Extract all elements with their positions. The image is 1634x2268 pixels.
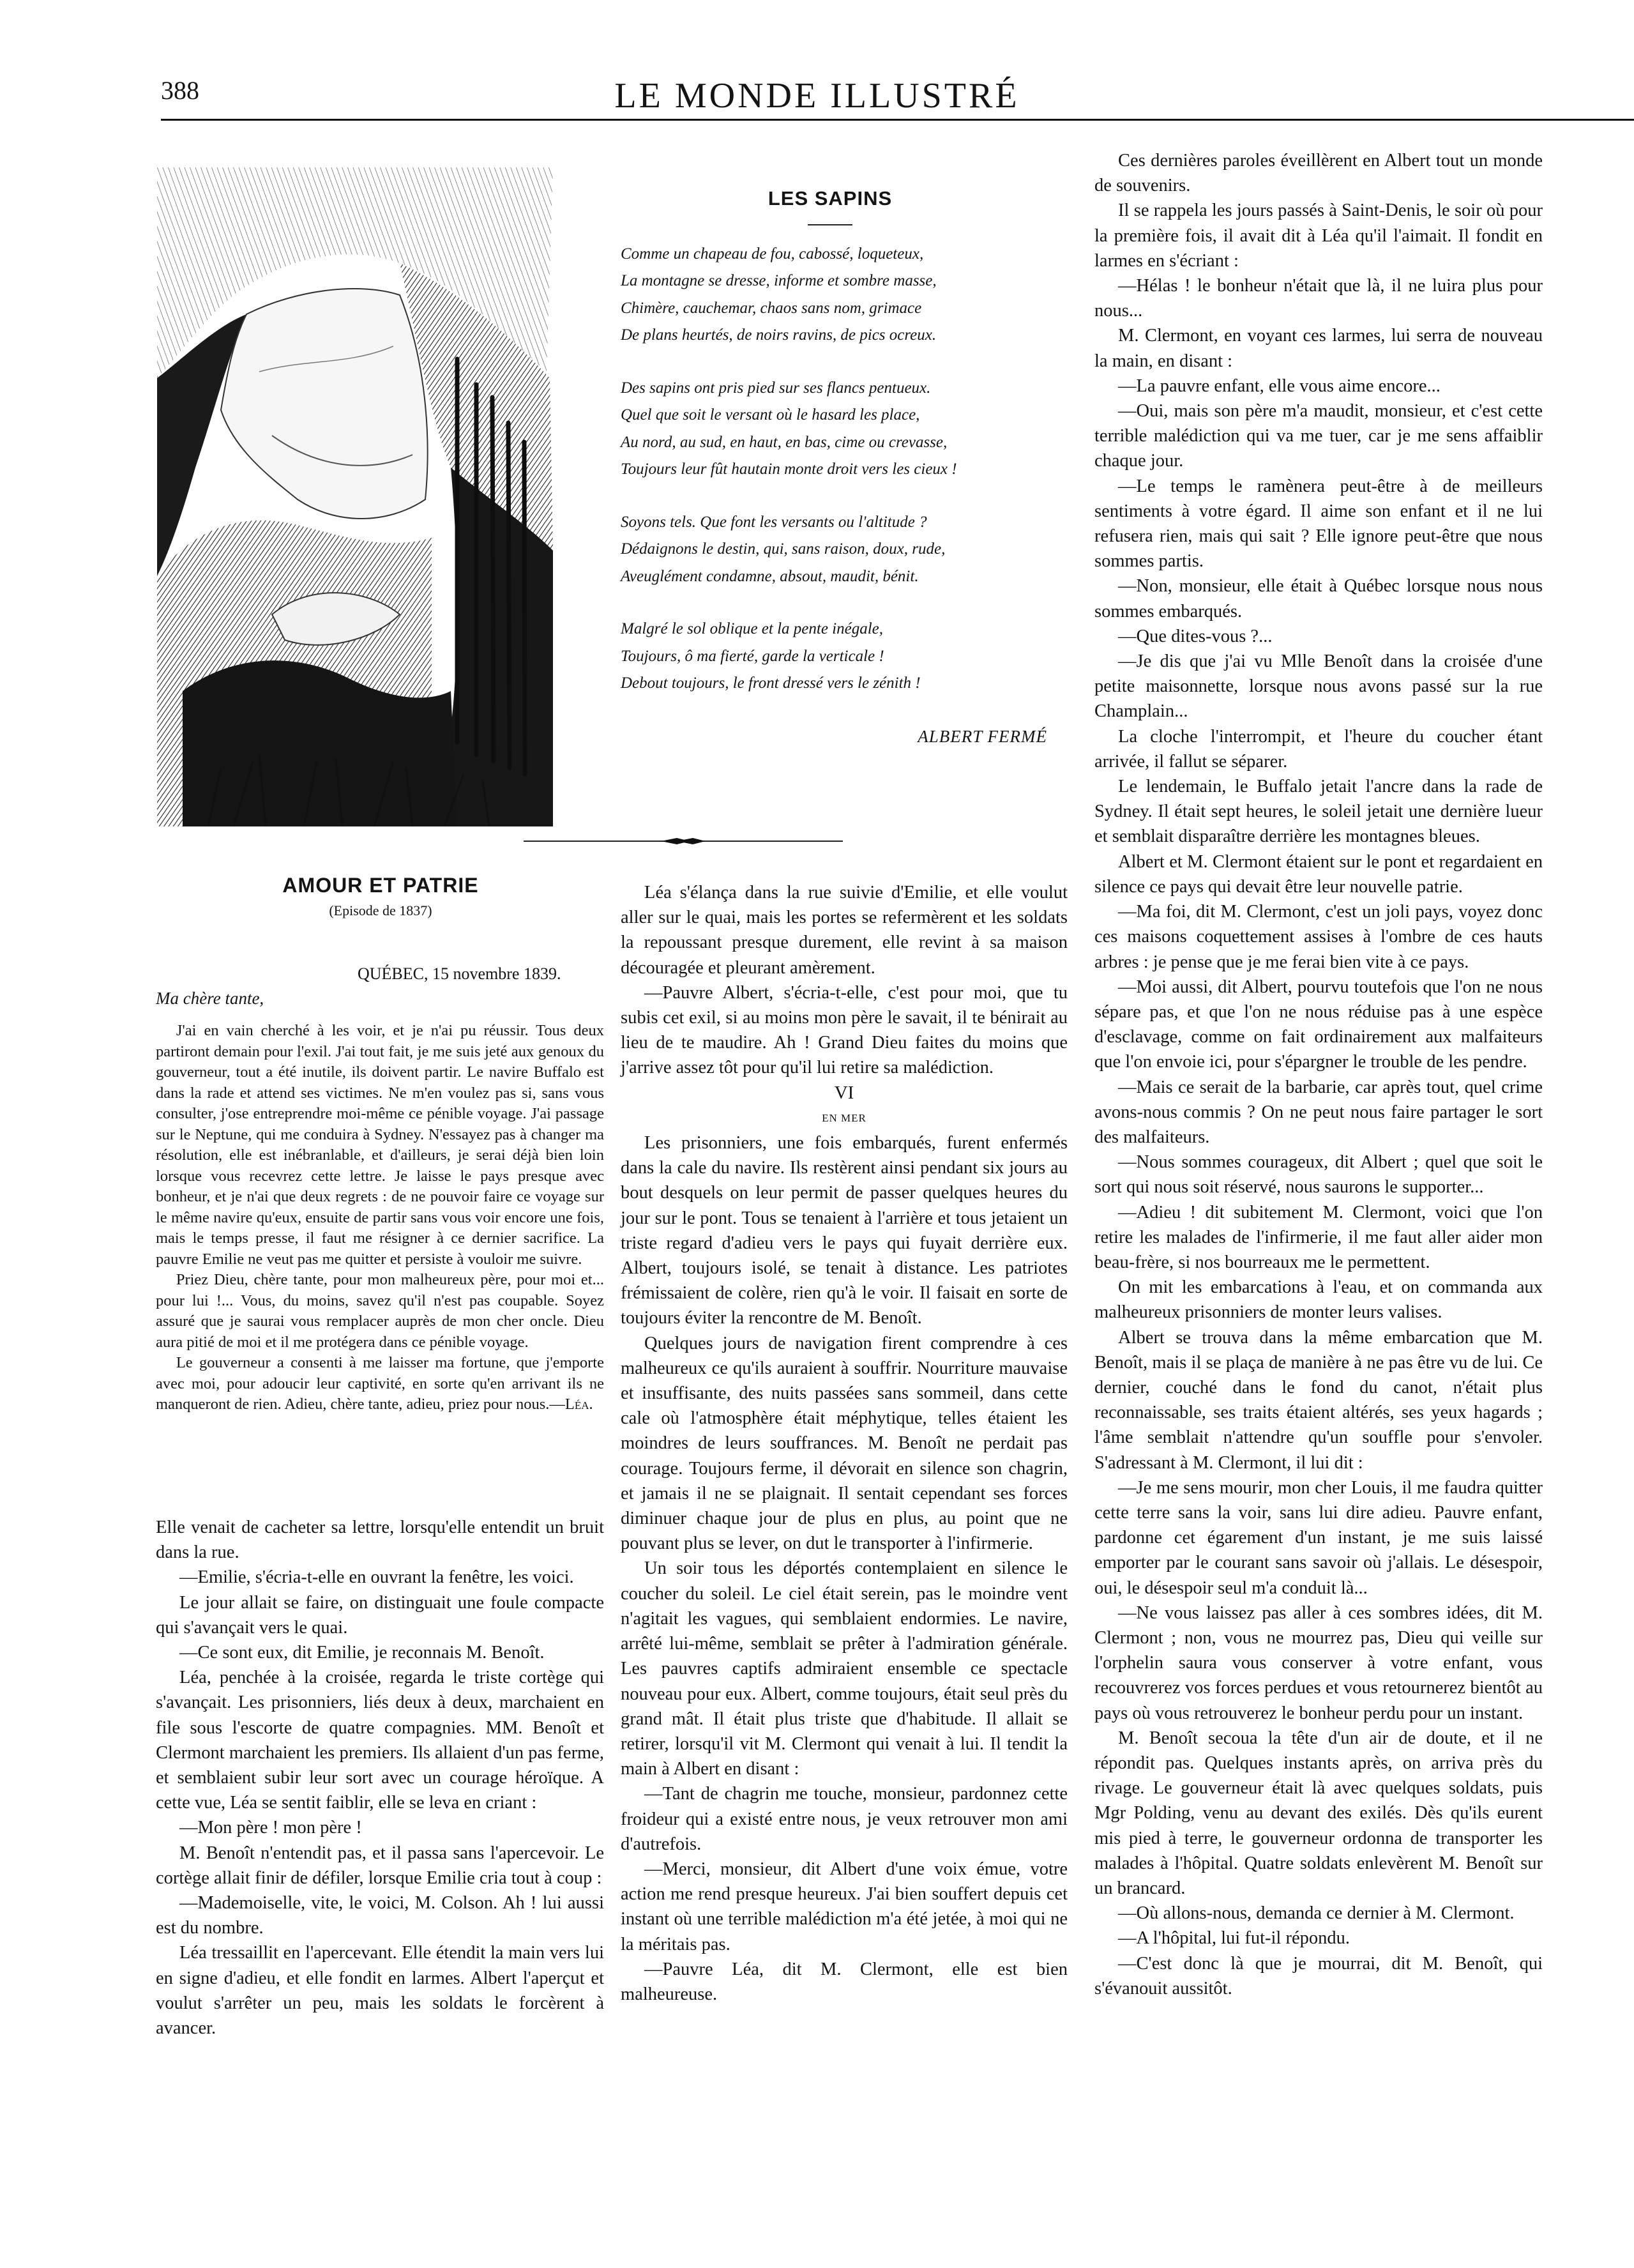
poem-line: La montagne se dresse, informe et sombre masse, <box>621 272 937 289</box>
paragraph: On mit les embarcations à l'eau, et on commanda aux malheureux prisonniers de monter leurs valises. <box>1094 1277 1543 1323</box>
paragraph: —A l'hôpital, lui fut-il répondu. <box>1118 1928 1350 1949</box>
paragraph: —Ce sont eux, dit Emilie, je reconnais M. Benoît. <box>179 1643 545 1663</box>
paragraph: —Mademoiselle, vite, le voici, M. Colson. Ah ! lui aussi est du nombre. <box>156 1893 604 1938</box>
poem-line: Aveuglément condamne, absout, maudit, bénit. <box>621 567 919 585</box>
poem-stanza <box>621 375 1047 483</box>
page-number: 388 <box>161 76 199 105</box>
column-3-text <box>1094 148 1543 2001</box>
paragraph: Le jour allait se faire, on distinguait une foule compacte qui s'avançait vers le quai. <box>156 1592 604 1638</box>
paragraph: —Merci, monsieur, dit Albert d'une voix émue, votre action me rend presque heureux. J'ai bien souffert depuis cet instant où une terrible malédiction m'a été jetée, à moi qui ne la méritais pas. <box>621 1859 1068 1954</box>
story-title: AMOUR ET PATRIE <box>282 874 479 897</box>
paragraph: Ces dernières paroles éveillèrent en Albert tout un monde de souvenirs. <box>1094 151 1543 196</box>
paragraph: —Non, monsieur, elle était à Québec lorsque nous nous sommes embarqués. <box>1094 576 1543 621</box>
paragraph: —Ne vous laissez pas aller à ces sombres idées, dit M. Clermont ; non, vous ne mourrez pas, Dieu qui veille sur l'orphelin saura vous conserver à votre enfant, vous recouvrerez vos forces perdues et vous retournerez bientôt au pays où vous retrouverez le bonheur perdu pour un instant. <box>1094 1602 1543 1723</box>
paragraph: M. Clermont, en voyant ces larmes, lui serra de nouveau la main, en disant : <box>1094 326 1543 371</box>
paragraph: M. Benoît n'entendit pas, et il passa sans l'apercevoir. Le cortège allait finir de défiler, lorsque Emilie cria tout à coup : <box>156 1843 604 1888</box>
paragraph: —C'est donc là que je mourrai, dit M. Benoît, qui s'évanouit aussitôt. <box>1094 1953 1543 1998</box>
paragraph: —Je dis que j'ai vu Mlle Benoît dans la croisée d'une petite maisonnette, lorsque nous avons passé sur la rue Champlain... <box>1094 651 1543 722</box>
paragraph: —Ma foi, dit M. Clermont, c'est un joli pays, voyez donc ces maisons coquettement assises à l'ombre de ces hauts arbres : je pense que je me ferai bien vite à ce pays. <box>1094 902 1543 972</box>
letter-body <box>156 1021 604 1415</box>
column-2-text <box>621 880 1068 2007</box>
paragraph: Il se rappela les jours passés à Saint-Denis, le soir où pour la première fois, il avait dit à Léa qu'il l'aimait. Il fondit en larmes en s'écriant : <box>1094 201 1543 271</box>
letter-paragraph <box>156 1353 604 1415</box>
masthead-title: LE MONDE ILLUSTRÉ <box>614 76 1020 116</box>
paragraph: La cloche l'interrompit, et l'heure du coucher étant arrivée, il fallut se séparer. <box>1094 726 1543 772</box>
paragraph: —Le temps le ramènera peut-être à de meilleurs sentiments à votre égard. Il aime son enfant et il ne lui refusera rien, mais qui sait ? Elle ignore peut-être que nous sommes partis. <box>1094 476 1543 572</box>
paragraph: —Tant de chagrin me touche, monsieur, pardonnez cette froideur qui a existé entre nous, je veux retrouver mon ami d'autrefois. <box>621 1784 1068 1854</box>
paragraph: —Oui, mais son père m'a maudit, monsieur, et c'est cette terrible malédiction qui va me tuer, car je me sens affaiblir chaque jour. <box>1094 401 1543 471</box>
poem-signature: ALBERT FERMÉ <box>918 726 1047 746</box>
poem-line: Quel que soit le versant où le hasard les place, <box>621 406 920 423</box>
poem-stanza <box>621 616 1047 697</box>
paragraph: —Mon père ! mon père ! <box>179 1818 362 1838</box>
story-subtitle: (Episode de 1837) <box>329 902 432 918</box>
paragraph: Léa s'élança dans la rue suivie d'Emilie, et elle voulut aller sur le quai, mais les portes se refermèrent et les soldats la repoussant presque durement, elle revint à sa maison découragée et pleurant amèrement. <box>621 883 1068 978</box>
poem-line: Dédaignons le destin, qui, sans raison, doux, rude, <box>621 540 946 558</box>
column-1-text <box>156 1515 604 2041</box>
poem-stanza <box>621 509 1047 591</box>
paragraph: —La pauvre enfant, elle vous aime encore... <box>1118 376 1441 396</box>
paragraph: —Où allons-nous, demanda ce dernier à M. Clermont. <box>1118 1903 1515 1924</box>
poem-title: LES SAPINS <box>768 187 893 209</box>
paragraph: —Je me sens mourir, mon cher Louis, il me faudra quitter cette terre sans la voir, sans lui dire adieu. Pauvre enfant, pardonne cet égarement d'un instant, je me suis laissé emporter par le courant sans savoir où j'allais. Le désespoir, oui, le désespoir seul m'a conduit là... <box>1094 1477 1543 1598</box>
paragraph: —Que dites-vous ?... <box>1118 626 1273 646</box>
paragraph: Elle venait de cacheter sa lettre, lorsqu'elle entendit un bruit dans la rue. <box>156 1518 604 1563</box>
letter-paragraph: Priez Dieu, chère tante, pour mon malheureux père, pour moi et... pour lui !... Vous, du moins, savez qu'il n'est pas coupable. Soyez assuré que je saurai vous remplacer auprès de mon cher oncle. Dieu aura pitié de moi et il me protégera dans ce pénible voyage. <box>156 1271 604 1351</box>
poem-stanza <box>621 241 1047 349</box>
paragraph: Léa, penchée à la croisée, regarda le triste cortège qui s'avançait. Les prisonniers, liés deux à deux, marchaient en file sous l'escorte de quatre compagnies. MM. Benoît et Clermont marchaient les premiers. Ils allaient d'un pas ferme, et semblaient subir leur sort avec un courage héroïque. A cette vue, Léa se sentit faiblir, elle se leva en criant : <box>156 1668 604 1813</box>
poem-line: Malgré le sol oblique et la pente inégale, <box>621 620 884 637</box>
poem-line: Chimère, cauchemar, chaos sans nom, grimace <box>621 299 922 317</box>
paragraph: —Emilie, s'écria-t-elle en ouvrant la fenêtre, les voici. <box>179 1567 574 1588</box>
story-heading <box>157 874 604 919</box>
paragraph: —Pauvre Léa, dit M. Clermont, elle est bien malheureuse. <box>621 1959 1068 2004</box>
chapter-title: EN MER <box>822 1111 866 1124</box>
poem <box>613 167 1047 750</box>
paragraph: —Hélas ! le bonheur n'était que là, il ne luira plus pour nous... <box>1094 276 1543 321</box>
header-rule <box>161 119 1634 121</box>
paragraph: M. Benoît secoua la tête d'un air de doute, et il ne répondit pas. Quelques instants après, on arriva près du rivage. Le gouverneur était là avec quelques soldats, puis Mgr Polding, venu au devant des exilés. Dès qu'ils eurent mis pied à terre, le gouverneur ordonna de transporter les malades à l'hôpital. Quatre soldats enlevèrent M. Benoît sur un brancard. <box>1094 1728 1543 1899</box>
title-divider <box>808 224 852 225</box>
poem-line: Debout toujours, le front dressé vers le zénith ! <box>621 674 921 692</box>
paragraph: Albert et M. Clermont étaient sur le pont et regardaient en silence ce pays qui devait être leur nouvelle patrie. <box>1094 851 1543 897</box>
poem-line: Soyons tels. Que font les versants ou l'altitude ? <box>621 513 927 531</box>
letter-salutation: Ma chère tante, <box>156 989 264 1008</box>
poem-line: Des sapins ont pris pied sur ses flancs pentueux. <box>621 379 931 397</box>
paragraph: Albert se trouva dans la même embarcation que M. Benoît, mais il se plaça de manière à ne pas être vu de lui. Ce dernier, couché dans le fond du canot, n'était plus reconnaissable, ses traits étaient altérés, ses yeux hagards ; l'âme semblait n'attendre qu'un souffle pour s'envoler. S'adressant à M. Clermont, il lui dit : <box>1094 1327 1543 1473</box>
letter-paragraph: J'ai en vain cherché à les voir, et je n'ai pu réussir. Tous deux partiront demain pour l'exil. J'ai tout fait, je me suis jeté aux genoux du gouverneur, tout a été inutile, ils doivent partir. Le navire Buffalo est dans la rade et attend ses victimes. Ne m'en voulez pas si, sans vous consulter, j'ose entreprendre moi-même ce pénible voyage. J'ai passage sur le Neptune, qui me conduira à Sydney. N'essayez pas à changer ma résolution, elle est inébranlable, et d'ailleurs, je serai déjà bien loin lorsque vous recevrez cette lettre. Je laisse le pays presque avec bonheur, et je n'ai que deux regrets : de ne pouvoir faire ce voyage sur le même navire qu'eux, ensuite de partir sans vous voir encore une fois, mais le temps presse, il faut me résigner à ce dernier sacrifice. La pauvre Emilie ne veut pas me quitter et persiste à vouloir me suivre. <box>156 1022 604 1268</box>
paragraph: —Adieu ! dit subitement M. Clermont, voici que l'on retire les malades de l'infirmerie, il me faut aller aider mon beau-frère, si nos bourreaux me le permettent. <box>1094 1202 1543 1272</box>
paragraph: Le lendemain, le Buffalo jetait l'ancre dans la rade de Sydney. Il était sept heures, le soleil jetait une dernière lueur et semblait disparaître derrière les montagnes bleues. <box>1094 777 1543 847</box>
poem-line: Toujours, ô ma fierté, garde la verticale ! <box>621 647 884 665</box>
paragraph: Quelques jours de navigation firent comprendre à ces malheureux ce qu'ils auraient à souffrir. Nourriture mauvaise et insuffisante, des nuits passées sans sommeil, dans cette cale où l'atmosphère était méphytique, telles étaient les moindres de leurs souffrances. M. Benoît ne perdait pas courage. Toujours ferme, il dévorait en silence son chagrin, et jamais il ne se plaignait. Il sentait cependant ses forces diminuer chaque jour de plus en plus, au point que ne pouvant plus se lever, on dut le transporter à l'infirmerie. <box>621 1333 1068 1554</box>
paragraph: —Pauvre Albert, s'écria-t-elle, c'est pour moi, que tu subis cet exil, si au moins mon père le savait, il te bénirait au lieu de te maudire. Ah ! Grand Dieu faites du moins que j'arrive assez tôt pour qu'il lui retire sa malédiction. <box>621 982 1068 1078</box>
paragraph: —Moi aussi, dit Albert, pourvu toutefois que l'on ne nous sépare pas, et que l'on ne nous réduise pas à une espèce d'esclavage, comme on fait ordinairement aux malfaiteurs que l'on envoie ici, pour s'épargner le trouble de les pendre. <box>1094 977 1543 1072</box>
poem-line: De plans heurtés, de noirs ravins, de pics ocreux. <box>621 326 937 344</box>
poem-line: Toujours leur fût hautain monte droit vers les cieux ! <box>621 460 957 478</box>
letter-signature: Léa. <box>564 1396 593 1413</box>
letter-closing: Le gouverneur a consenti à me laisser ma fortune, que j'emporte avec moi, pour adoucir leur captivité, en sorte qu'en arrivant ils ne manqueront de rien. Adieu, chère tante, adieu, priez pour nous.— <box>156 1354 604 1413</box>
poem-line: Au nord, au sud, en haut, en bas, cime ou crevasse, <box>621 433 948 451</box>
chapter-number: VI <box>834 1082 854 1103</box>
paragraph: —Nous sommes courageux, dit Albert ; quel que soit le sort qui nous soit réservé, nous saurons le supporter... <box>1094 1152 1543 1198</box>
letter-dateline: QUÉBEC, 15 novembre 1839. <box>358 964 561 983</box>
paragraph: —Mais ce serait de la barbarie, car après tout, quel crime avons-nous commis ? On ne peut nous faire partager le sort des malfaiteurs. <box>1094 1077 1543 1147</box>
engraving-illustration <box>157 167 553 826</box>
paragraph: Un soir tous les déportés contemplaient en silence le coucher du soleil. Le ciel était serein, pas le moindre vent n'agitait les vagues, qui semblaient endormies. Le navire, arrêté lui-même, semblait se prêter à l'admiration générale. Les pauvres captifs admiraient ensemble ce spectacle nouveau pour eux. Albert, comme toujours, était seul près du grand mât. Il était plus triste que d'habitude. Il allait se retirer, lorsqu'il vit M. Clermont qui venait à lui. Il tendit la main à Albert en disant : <box>621 1558 1068 1779</box>
poem-line: Comme un chapeau de fou, cabossé, loqueteux, <box>621 245 924 263</box>
paragraph: Les prisonniers, une fois embarqués, furent enfermés dans la cale du navire. Ils restèrent ainsi pendant six jours au bout desquels on leur permit de passer quelques heures du jour sur le pont. Tous se tenaient à l'arrière et tous jetaient un triste regard d'adieu vers le pays qui fuyait derrière eux. Albert, toujours isolé, se tenait à distance. Les patriotes frémissaient de colère, rien qu'à le voir. Il faisait en sorte de toujours éviter la rencontre de M. Benoît. <box>621 1133 1068 1328</box>
section-separator <box>524 837 843 846</box>
paragraph: Léa tressaillit en l'apercevant. Elle étendit la main vers lui en signe d'adieu, et elle fondit en larmes. Albert l'aperçut et voulut s'arrêter un peu, mais les soldats le forcèrent à avancer. <box>156 1943 604 2039</box>
